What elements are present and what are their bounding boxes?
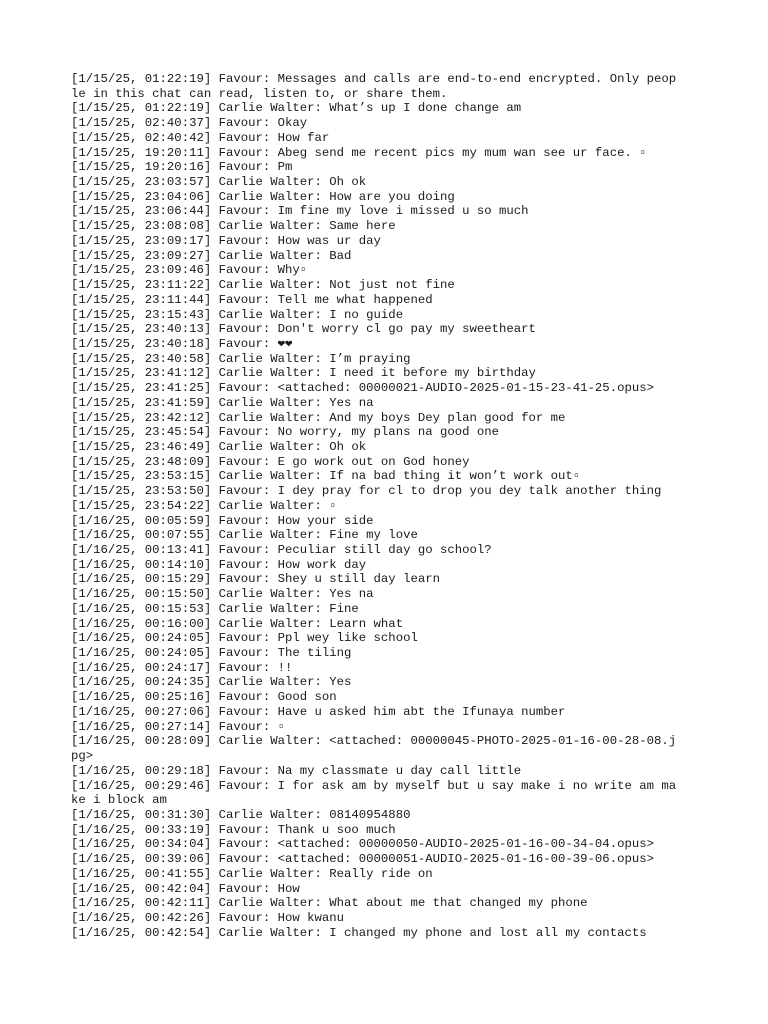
chat-message-line: [1/15/25, 02:40:42] Favour: How far [71,130,330,145]
chat-message-line: [1/16/25, 00:39:06] Favour: <attached: 00000051-AUDIO-2025-01-16-00-39-06.opus> [71,852,654,867]
chat-message-line: [1/16/25, 00:14:10] Favour: How work day [71,557,367,572]
chat-message-line: [1/15/25, 23:11:22] Carlie Walter: Not just not fine [71,278,455,293]
chat-message-line: [1/15/25, 23:48:09] Favour: E go work out on God honey [71,454,470,469]
chat-message-line: [1/15/25, 23:41:25] Favour: <attached: 00000021-AUDIO-2025-01-15-23-41-25.opus> [71,381,654,396]
chat-message-line: [1/15/25, 23:53:15] Carlie Walter: If na bad thing it won’t work out▫ [71,469,581,484]
chat-message-line: [1/16/25, 00:29:18] Favour: Na my classmate u day call little [71,763,522,778]
chat-message-line: [1/15/25, 23:06:44] Favour: Im fine my love i missed u so much [71,204,529,219]
chat-message-line: [1/15/25, 23:45:54] Favour: No worry, my plans na good one [71,425,500,440]
chat-message-line: [1/15/25, 19:20:16] Favour: Pm [71,160,293,175]
chat-message-line: [1/16/25, 00:24:05] Favour: Ppl wey like school [71,631,418,646]
chat-message-line: [1/16/25, 00:31:30] Carlie Walter: 08140954880 [71,807,411,822]
chat-message-line: [1/16/25, 00:25:16] Favour: Good son [71,690,337,705]
chat-message-line: [1/16/25, 00:24:05] Favour: The tiling [71,646,352,661]
chat-message-line: [1/15/25, 23:09:17] Favour: How was ur day [71,233,381,248]
chat-message-line: [1/16/25, 00:07:55] Carlie Walter: Fine my love [71,528,418,543]
chat-message-line: [1/15/25, 23:46:49] Carlie Walter: Oh ok [71,439,367,454]
chat-message-line: [1/16/25, 00:42:26] Favour: How kwanu [71,910,345,925]
chat-message-line: [1/16/25, 00:28:09] Carlie Walter: <attached: 00000045-PHOTO-2025-01-16-00-28-08.jpg> [71,734,677,764]
chat-message-line: [1/16/25, 00:41:55] Carlie Walter: Really ride on [71,866,433,881]
chat-message-line: [1/16/25, 00:05:59] Favour: How your side [71,513,374,528]
chat-message-line: [1/15/25, 23:54:22] Carlie Walter: ▫ [71,498,337,513]
chat-message-line: [1/15/25, 23:09:27] Carlie Walter: Bad [71,248,352,263]
chat-message-line: [1/15/25, 01:22:19] Carlie Walter: What’s up I done change am [71,101,522,116]
chat-message-line: [1/16/25, 00:16:00] Carlie Walter: Learn what [71,616,404,631]
chat-message-line: [1/16/25, 00:27:14] Favour: ▫ [71,719,286,734]
chat-message-line: [1/15/25, 23:03:57] Carlie Walter: Oh ok [71,175,367,190]
chat-message-line: [1/15/25, 23:15:43] Carlie Walter: I no guide [71,307,404,322]
chat-message-line: [1/15/25, 23:42:12] Carlie Walter: And my boys Dey plan good for me [71,410,566,425]
chat-message-line: [1/16/25, 00:15:29] Favour: Shey u still day learn [71,572,440,587]
chat-message-line: [1/16/25, 00:29:46] Favour: I for ask am by myself but u say make i no write am make i block am [71,778,677,808]
chat-message-line: [1/15/25, 23:04:06] Carlie Walter: How are you doing [71,189,455,204]
chat-message-line: [1/15/25, 23:40:58] Carlie Walter: I’m praying [71,351,411,366]
chat-message-line: [1/15/25, 23:40:18] Favour: ❤❤ [71,336,293,351]
chat-transcript [71,72,683,940]
chat-message-line: [1/15/25, 23:09:46] Favour: Why▫ [71,263,308,278]
chat-message-line: [1/15/25, 23:41:59] Carlie Walter: Yes na [71,395,374,410]
chat-message-line: [1/15/25, 23:40:13] Favour: Don't worry cl go pay my sweetheart [71,322,536,337]
chat-message-line: [1/16/25, 00:42:04] Favour: How [71,881,300,896]
chat-message-line: [1/16/25, 00:24:35] Carlie Walter: Yes [71,675,352,690]
chat-message-line: [1/15/25, 23:53:50] Favour: I dey pray for cl to drop you dey talk another thing [71,484,662,499]
chat-message-line: [1/15/25, 01:22:19] Favour: Messages and calls are end-to-end encrypted. Only people in this chat can read, listen to, or share them. [71,72,677,101]
chat-message-line: [1/16/25, 00:33:19] Favour: Thank u soo much [71,822,396,837]
chat-message-line: [1/16/25, 00:34:04] Favour: <attached: 00000050-AUDIO-2025-01-16-00-34-04.opus> [71,837,654,852]
chat-message-line: [1/15/25, 23:11:44] Favour: Tell me what happened [71,292,433,307]
chat-message-line: [1/16/25, 00:15:50] Carlie Walter: Yes na [71,587,374,602]
chat-message-line: [1/15/25, 23:41:12] Carlie Walter: I need it before my birthday [71,366,536,381]
chat-message-line: [1/15/25, 02:40:37] Favour: Okay [71,116,308,131]
chat-message-line: [1/15/25, 19:20:11] Favour: Abeg send me recent pics my mum wan see ur face. ▫ [71,145,647,160]
chat-message-line: [1/16/25, 00:27:06] Favour: Have u asked him abt the Ifunaya number [71,704,566,719]
chat-message-line: [1/16/25, 00:15:53] Carlie Walter: Fine [71,601,359,616]
chat-message-line: [1/16/25, 00:13:41] Favour: Peculiar still day go school? [71,543,492,557]
chat-message-line: [1/16/25, 00:42:11] Carlie Walter: What about me that changed my phone [71,896,588,911]
chat-message-line: [1/16/25, 00:42:54] Carlie Walter: I changed my phone and lost all my contacts [71,925,647,940]
chat-message-line: [1/16/25, 00:24:17] Favour: !! [71,660,293,675]
chat-message-line: [1/15/25, 23:08:08] Carlie Walter: Same here [71,219,396,234]
